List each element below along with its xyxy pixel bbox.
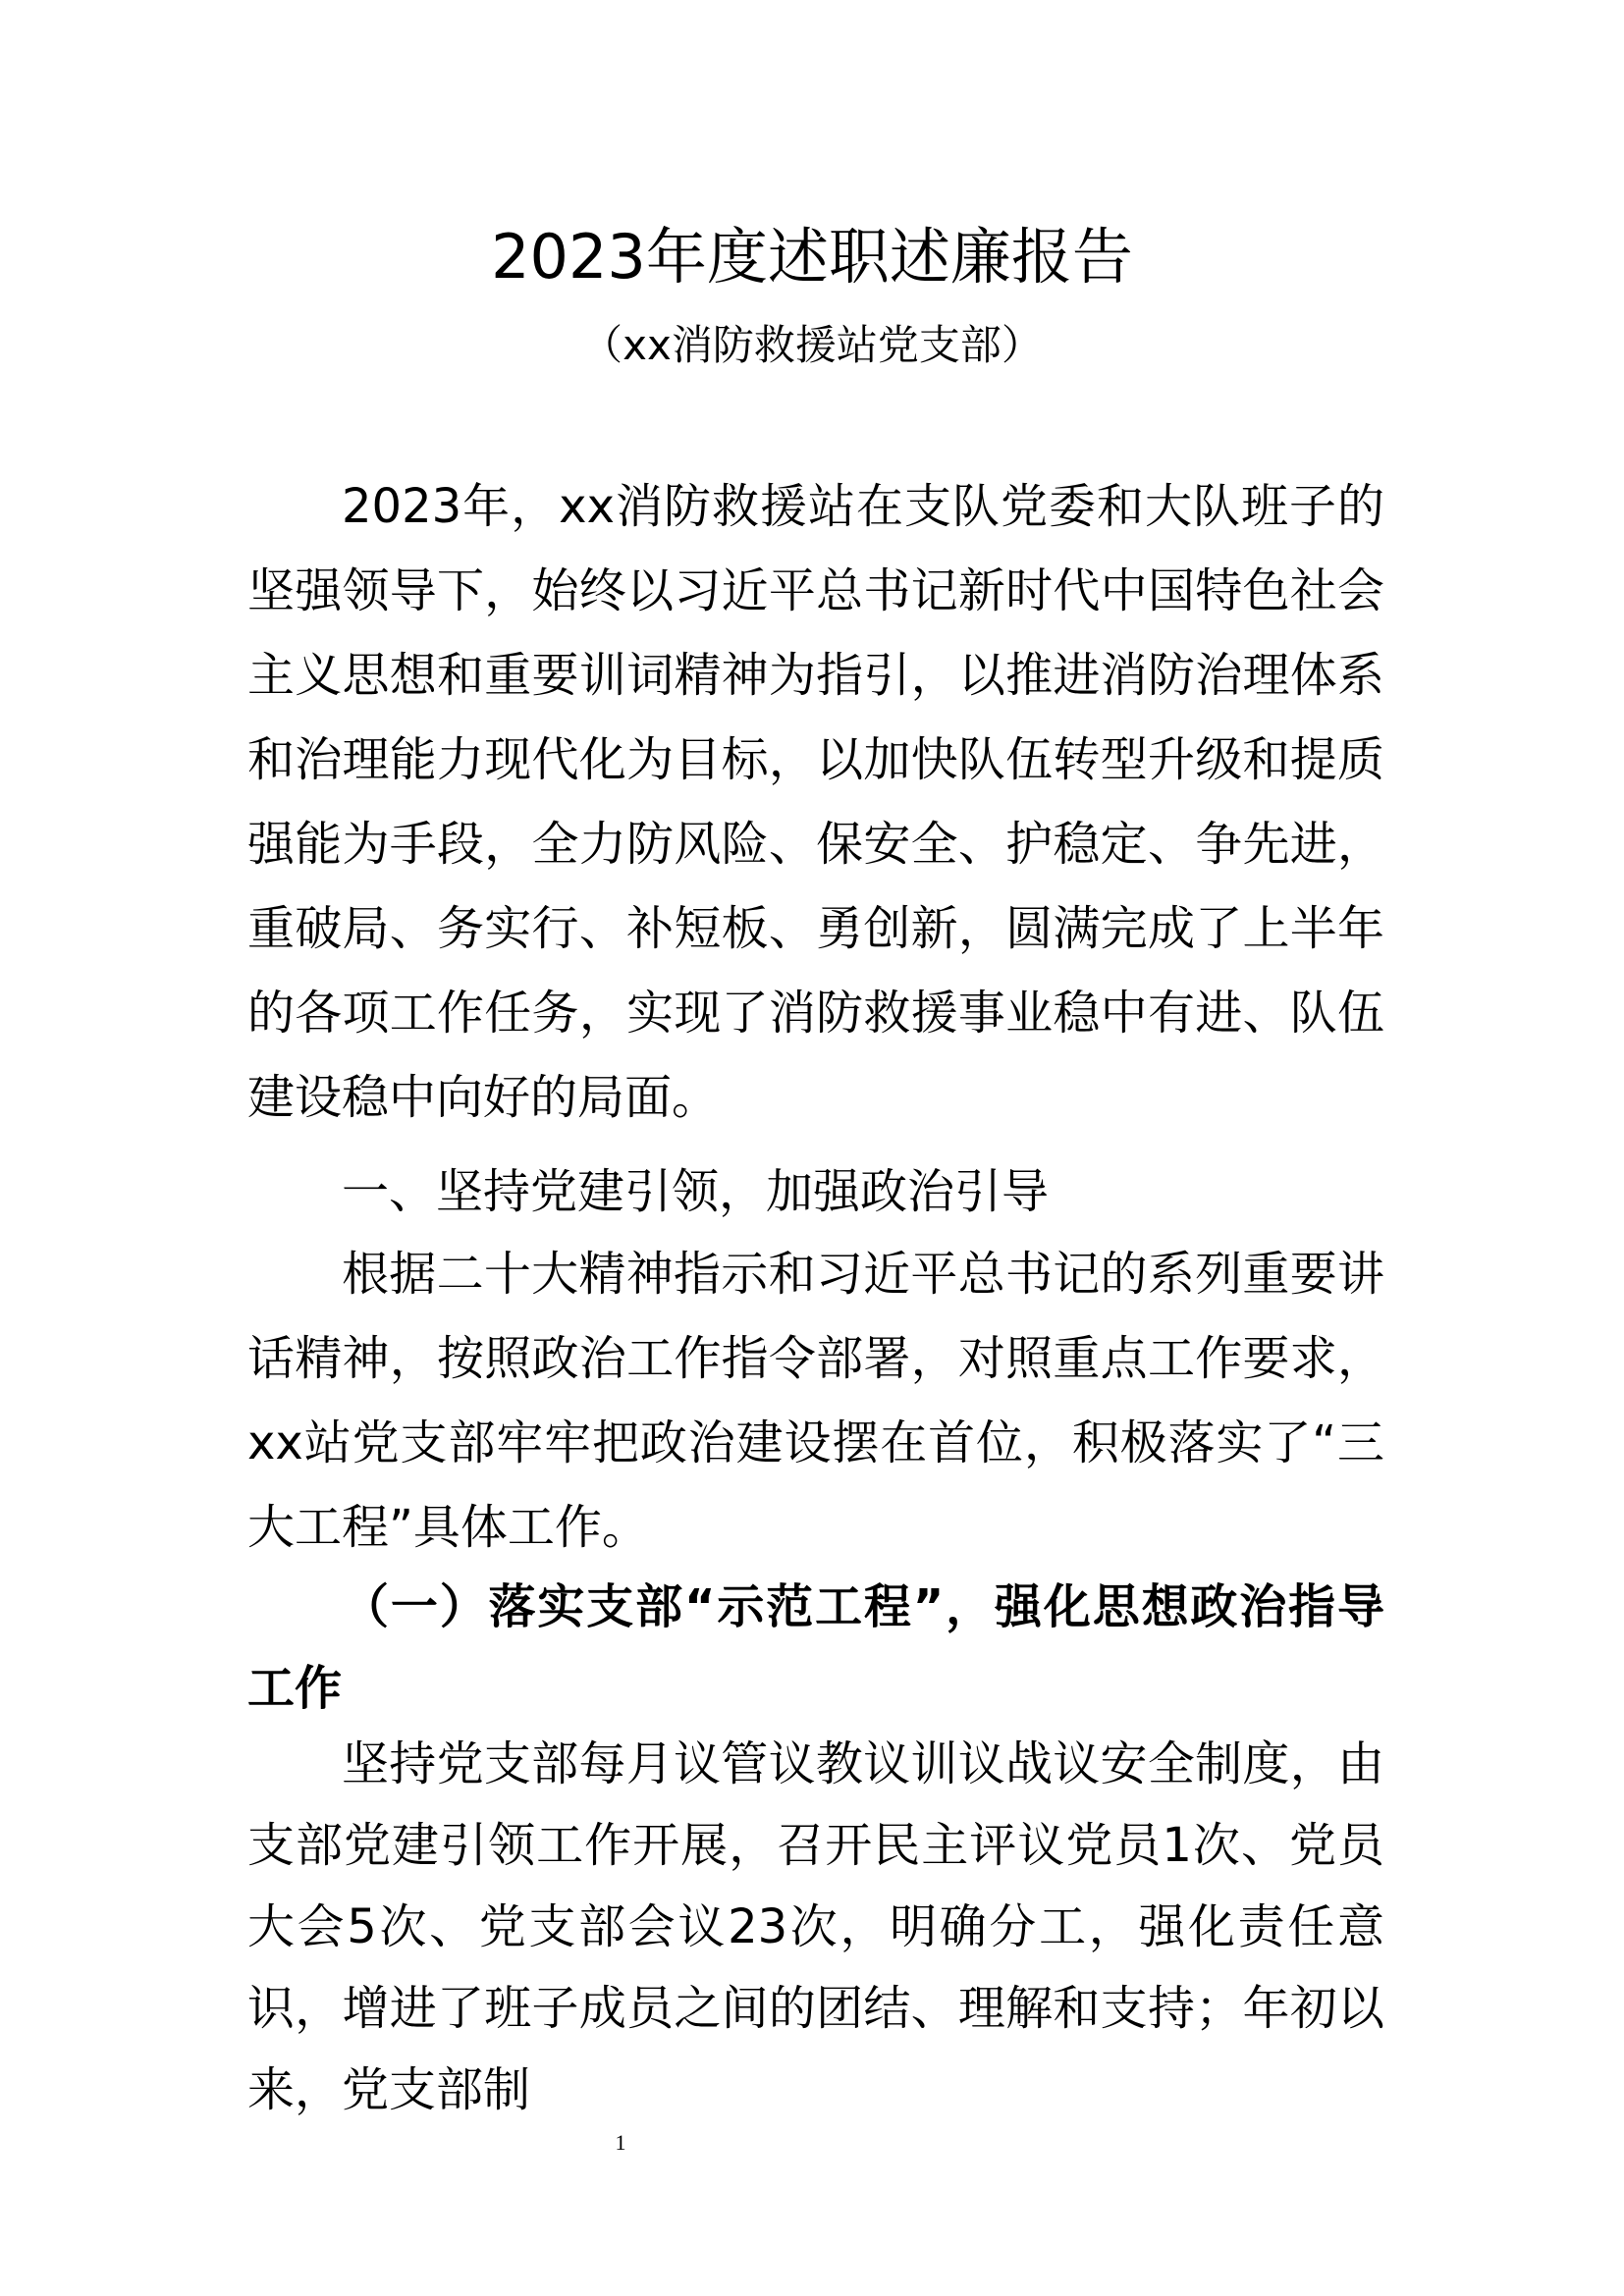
subsection-heading-1: （一）落实支部“示范工程”，强化思想政治指导工作 xyxy=(247,1579,1384,1716)
document-subtitle: （xx消防救援站党支部） xyxy=(581,321,1043,369)
intro-paragraph: 2023年，xx消防救援站在支队党委和大队班子的坚强领导下，始终以习近平总书记新时代中国特色社会主义思想和重要训词精神为指引，以推进消防治理体系和治理能力现代化为目标，以加快队伍转型升级和提质强能为手段，全力防风险、保安全、护稳定、争先进，重破局、务实行、补短板、勇创新，圆满完成了上半年的各项工作任务，实现了消防救援事业稳中有进、队伍建设稳中向好的局面。 xyxy=(247,479,1384,1125)
page-number: 1 xyxy=(615,2130,626,2155)
document-title: 2023年度述职述廉报告 xyxy=(491,221,1133,293)
subsection-1-paragraph: 坚持党支部每月议管议教议训议战议安全制度，由支部党建引领工作开展，召开民主评议党员1次、党员大会5次、党支部会议23次，明确分工，强化责任意识，增进了班子成员之间的团结、理解和支持；年初以来，党支部制 xyxy=(247,1736,1384,2117)
section-heading-1: 一、坚持党建引领，加强政治引导 xyxy=(342,1164,1050,1219)
section-1-paragraph: 根据二十大精神指示和习近平总书记的系列重要讲话精神，按照政治工作指令部署，对照重点工作要求，xx站党支部牢牢把政治建设摆在首位，积极落实了“三大工程”具体工作。 xyxy=(247,1247,1384,1555)
